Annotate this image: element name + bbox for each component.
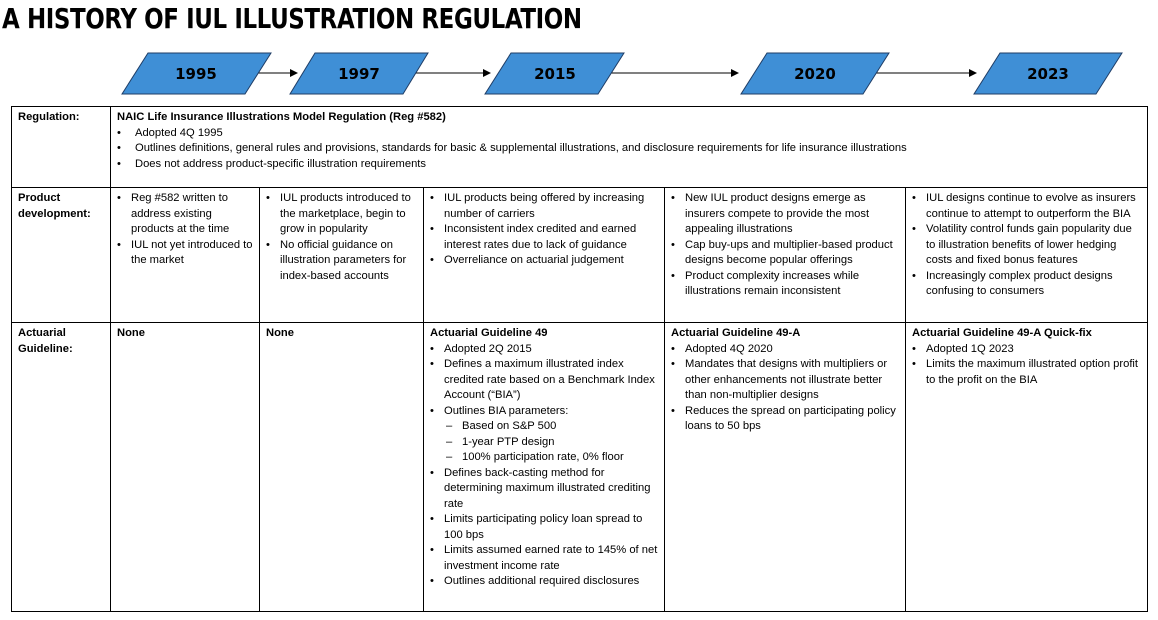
list-item: • Adopted 4Q 2020	[685, 342, 901, 358]
sub-list-item: – 100% participation rate, 0% floor	[462, 450, 660, 466]
list-item: • Outlines additional required disclosures	[444, 574, 660, 590]
list-item: • Defines back-casting method for determining maximum illustrated crediting rate	[444, 466, 660, 513]
list-item: • Adopted 2Q 2015	[444, 342, 660, 358]
list-item: • Outlines BIA parameters: – Based on S&P 500 – 1-year PTP design – 100% participation rate, 0% floor	[444, 404, 660, 466]
list-item: • IUL products being offered by increasing number of carriers	[444, 191, 660, 222]
page-title: A HISTORY OF IUL ILLUSTRATION REGULATION	[2, 2, 582, 35]
list-item: • No official guidance on illustration parameters for index-based accounts	[280, 238, 419, 285]
regulation-table	[11, 106, 1148, 612]
list-item: • Inconsistent index credited and earned interest rates due to lack of guidance	[444, 222, 660, 253]
actuarial-cell-1997: None	[260, 323, 424, 612]
timeline-year-2015: 2015	[534, 65, 576, 83]
ag49-heading: Actuarial Guideline 49	[430, 327, 548, 339]
list-item: • Adopted 1Q 2023	[926, 342, 1143, 358]
regulation-cell	[111, 107, 1148, 188]
list-item: • IUL designs continue to evolve as insurers continue to attempt to outperform the BIA	[926, 191, 1143, 222]
timeline-year-2023: 2023	[1027, 65, 1069, 83]
table-row-regulation	[12, 107, 1148, 188]
actuarial-cell-1995: None	[111, 323, 260, 612]
list-item: • Overreliance on actuarial judgement	[444, 253, 660, 269]
table-row-actuarial-guideline	[12, 323, 1148, 612]
product-cell-2023	[906, 188, 1148, 323]
list-item: • Product complexity increases while illustrations remain inconsistent	[685, 269, 901, 300]
row-label-regulation: Regulation:	[12, 107, 111, 188]
ag49a-heading: Actuarial Guideline 49-A	[671, 327, 801, 339]
list-item: • Cap buy-ups and multiplier-based product designs become popular offerings	[685, 238, 901, 269]
timeline-year-2020: 2020	[794, 65, 836, 83]
list-item: • Does not address product-specific illustration requirements	[135, 157, 1143, 173]
list-item: • Limits the maximum illustrated option profit to the profit on the BIA	[926, 357, 1143, 388]
regulation-heading: NAIC Life Insurance Illustrations Model Regulation (Reg #582)	[117, 111, 446, 123]
product-cell-2015	[424, 188, 665, 323]
ag49a-quickfix-heading: Actuarial Guideline 49-A Quick-fix	[912, 327, 1092, 339]
list-item: • IUL not yet introduced to the market	[131, 238, 255, 269]
actuarial-cell-2020	[665, 323, 906, 612]
product-cell-1995	[111, 188, 260, 323]
timeline-year-1995: 1995	[175, 65, 217, 83]
sub-list-item: – 1-year PTP design	[462, 435, 660, 451]
actuarial-cell-2015	[424, 323, 665, 612]
list-item: • Limits assumed earned rate to 145% of net investment income rate	[444, 543, 660, 574]
list-item: • Adopted 4Q 1995	[135, 126, 1143, 142]
list-item: • New IUL product designs emerge as insurers compete to provide the most appealing illustrations	[685, 191, 901, 238]
row-label-product-development: Product development:	[12, 188, 111, 323]
regulation-bullets	[117, 126, 1143, 173]
list-item: • Volatility control funds gain popularity due to illustration benefits of lower hedging costs and fixed bonus features	[926, 222, 1143, 269]
timeline	[0, 50, 1158, 102]
list-item: • Defines a maximum illustrated index credited rate based on a Benchmark Index Account (“BIA”)	[444, 357, 660, 404]
list-item: • Increasingly complex product designs confusing to consumers	[926, 269, 1143, 300]
list-item: • Reduces the spread on participating policy loans to 50 bps	[685, 404, 901, 435]
list-item: • Outlines definitions, general rules and provisions, standards for basic & supplemental illustrations, and disclosure requirements for life insurance illustrations	[135, 141, 1143, 157]
list-item: • Limits participating policy loan spread to 100 bps	[444, 512, 660, 543]
sub-list-item: – Based on S&P 500	[462, 419, 660, 435]
row-label-actuarial-guideline: Actuarial Guideline:	[12, 323, 111, 612]
list-item: • Reg #582 written to address existing products at the time	[131, 191, 255, 238]
product-cell-2020	[665, 188, 906, 323]
actuarial-cell-2023	[906, 323, 1148, 612]
list-item: • IUL products introduced to the marketplace, begin to grow in popularity	[280, 191, 419, 238]
timeline-year-1997: 1997	[338, 65, 380, 83]
product-cell-1997	[260, 188, 424, 323]
table-row-product-development	[12, 188, 1148, 323]
list-item: • Mandates that designs with multipliers or other enhancements not illustrate better than non-multiplier designs	[685, 357, 901, 404]
